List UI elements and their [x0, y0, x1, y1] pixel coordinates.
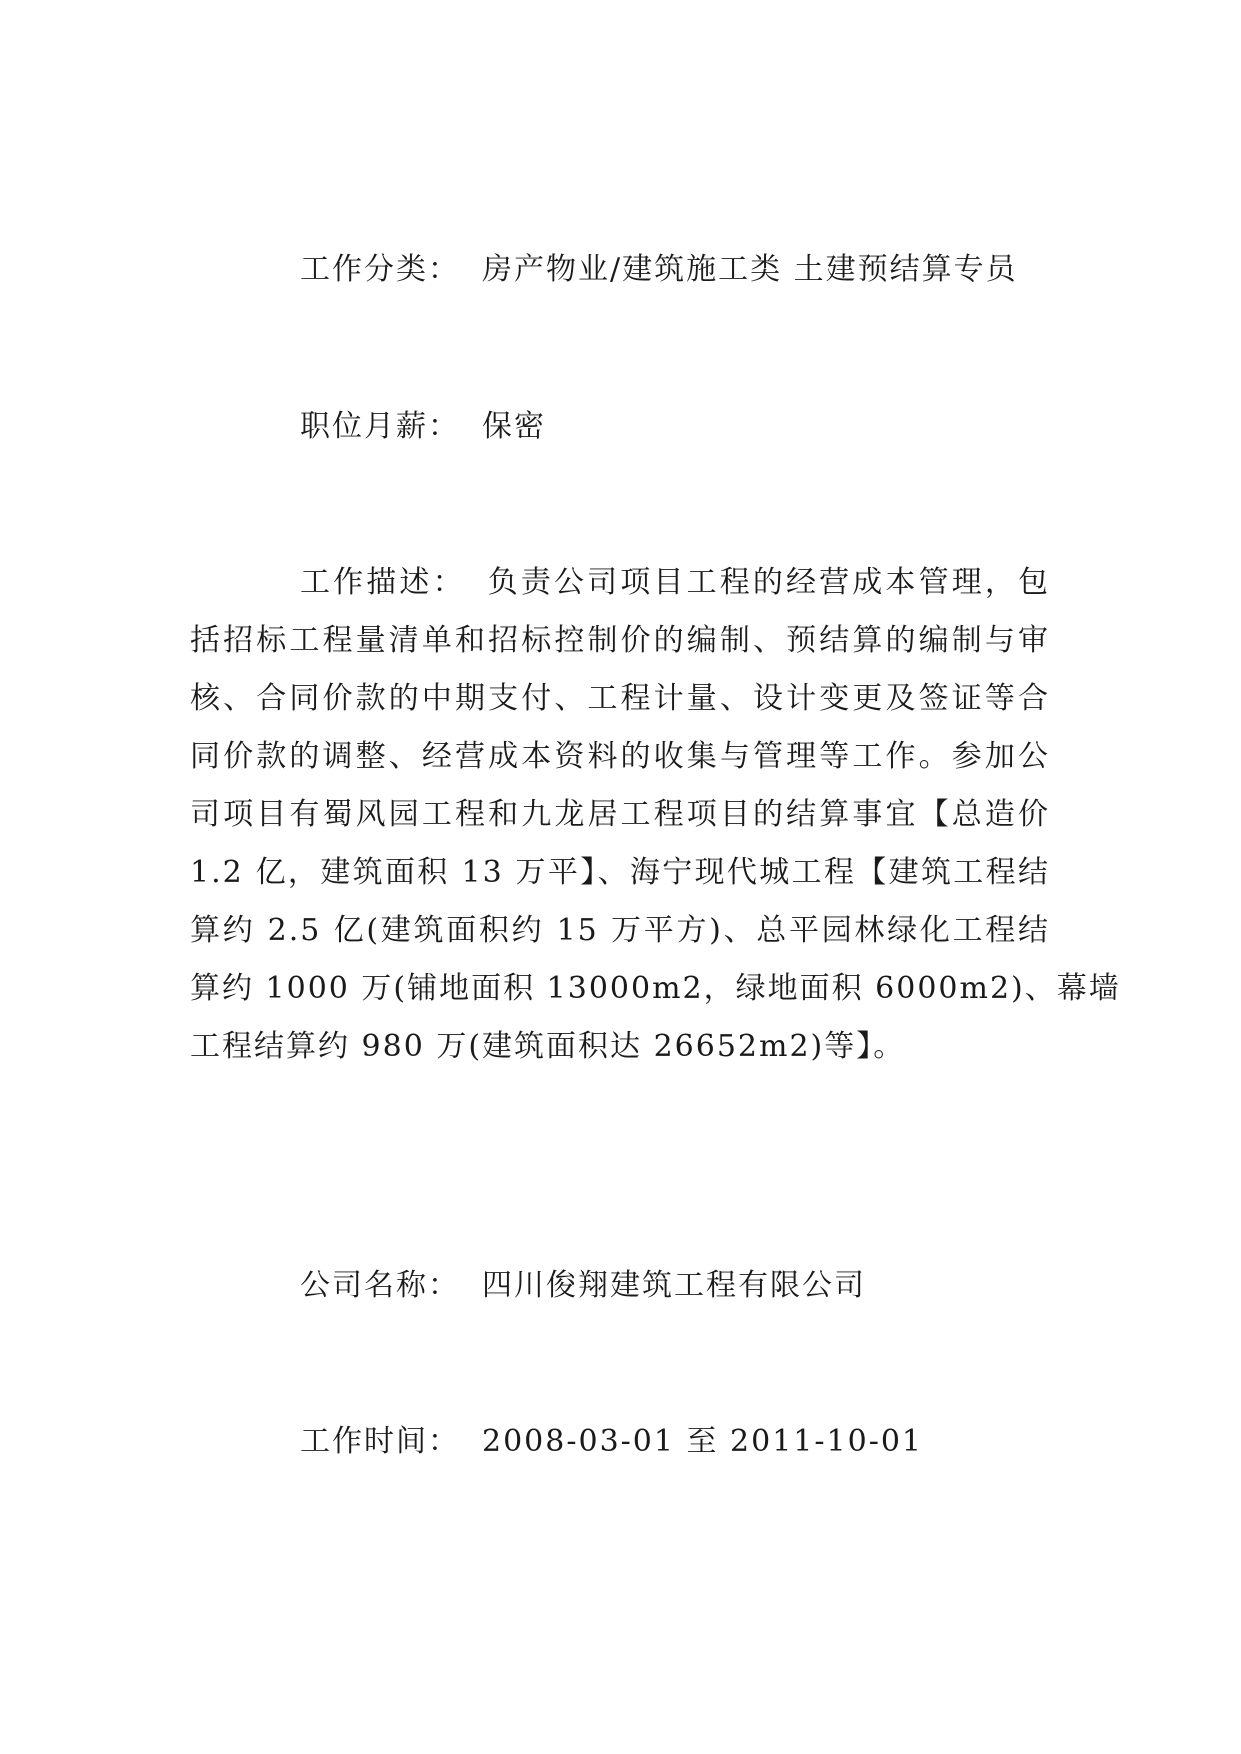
job-category-row: [190, 241, 1050, 299]
job-description-line: [190, 554, 1050, 612]
company-name-label: 公司名称：: [300, 1268, 460, 1303]
company-name-value: 四川俊翔建筑工程有限公司: [482, 1268, 866, 1303]
monthly-salary-label: 职位月薪：: [300, 409, 460, 444]
work-period-row: [190, 1413, 1050, 1471]
job-description-line: 同价款的调整、经营成本资料的收集与管理等工作。参加公: [190, 739, 1050, 774]
job-description-line: 核、合同价款的中期支付、工程计量、设计变更及签证等合: [190, 681, 1050, 716]
job-category-value: 房产物业/建筑施工类 土建预结算专员: [482, 252, 1018, 287]
job-description-line: 算约 1000 万(铺地面积 13000m2，绿地面积 6000m2)、幕墙: [190, 971, 1121, 1006]
job-description-block: [190, 554, 1121, 1076]
monthly-salary-value: 保密: [482, 409, 546, 444]
work-period-value: 2008-03-01 至 2011-10-01: [482, 1424, 924, 1459]
job-description-line: 1.2 亿，建筑面积 13 万平】、海宁现代城工程【建筑工程结: [190, 855, 1050, 890]
work-period-label: 工作时间：: [300, 1424, 460, 1459]
job-description-line: 司项目有蜀风园工程和九龙居工程项目的结算事宜【总造价: [190, 797, 1050, 832]
job-description-text: 负责公司项目工程的经营成本管理，包: [487, 565, 1051, 600]
job-description-line: 算约 2.5 亿(建筑面积约 15 万平方)、总平园林绿化工程结: [190, 913, 1050, 948]
job-description-line: 工程结算约 980 万(建筑面积达 26652m2)等】。: [190, 1029, 906, 1064]
company-name-row: [190, 1257, 1050, 1315]
monthly-salary-row: [190, 398, 1050, 456]
job-description-label: 工作描述：: [300, 565, 466, 600]
job-description-line: 括招标工程量清单和招标控制价的编制、预结算的编制与审: [190, 623, 1050, 658]
job-category-label: 工作分类：: [300, 252, 460, 287]
